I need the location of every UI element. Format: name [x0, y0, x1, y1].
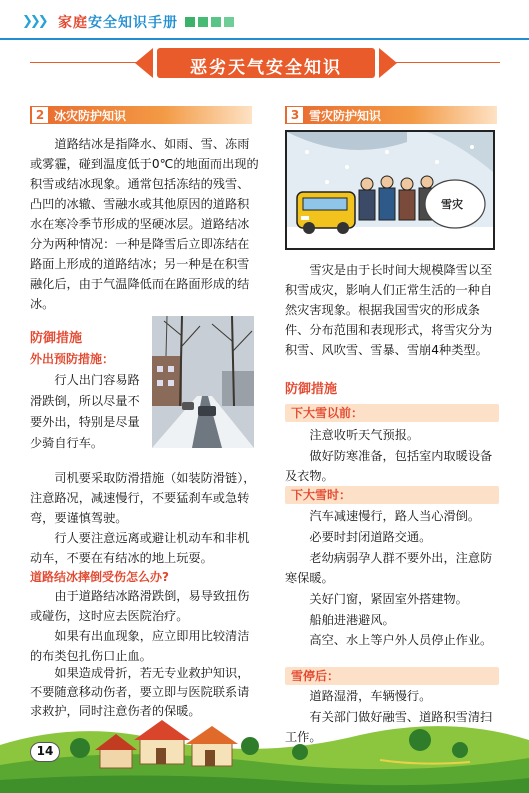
- snow-disaster-icon: [287, 132, 493, 248]
- header-square-icon: [224, 17, 234, 27]
- section-number: 3: [287, 107, 303, 123]
- banner-rule-left: [30, 62, 138, 63]
- manual-title: 家庭安全知识手册: [58, 15, 178, 31]
- snow-intro: 雪灾是由于长时间大规模降雪以至积雪成灾，影响人们正常生活的一种自然灾害现象。根据我国雪灾的形成条件、分布范围和表现形式，将雪灾分为积雪、风吹雪、雪暴、雪崩4种类型。: [285, 263, 493, 357]
- injury-text-3: 如果造成骨折，若无专业救护知识，不要随意移动伤者，要立即与医院联系请求救护，同时注意伤者的保暖。: [30, 666, 250, 718]
- section-bar-snow: [285, 106, 497, 124]
- after-snow-heading: 雪停后：: [285, 667, 499, 685]
- during-snow-heading: 下大雪时：: [285, 486, 499, 504]
- during-snow-item: 船舶进港避风。: [309, 613, 395, 627]
- icy-street-photo: [152, 316, 254, 448]
- outing-heading: 外出预防措施：: [30, 352, 115, 366]
- snow-disaster-label: 雪灾: [441, 198, 463, 211]
- page-header: [0, 0, 529, 42]
- before-snow-item: 注意收听天气预报。: [309, 428, 420, 442]
- chevrons-icon: ❯❯❯: [22, 14, 46, 29]
- header-square-icon: [211, 17, 221, 27]
- injury-text-2: 如果有出血现象，应立即用比较清洁的布类包扎伤口止血。: [30, 629, 250, 663]
- header-square-icon: [198, 17, 208, 27]
- defense-heading-left: 防御措施: [30, 331, 83, 346]
- page-number: 14: [30, 742, 60, 762]
- during-snow-item: 汽车减速慢行，路人当心滑倒。: [309, 509, 481, 523]
- chapter-title: 恶劣天气安全知识: [190, 58, 342, 78]
- section-number: 2: [32, 107, 48, 123]
- header-rule: [0, 38, 529, 40]
- section-title: 雪灾防护知识: [309, 109, 382, 123]
- header-square-icon: [185, 17, 195, 27]
- pedestrian-text: 行人要注意远离或避让机动车和非机动车，不要在有结冰的地上玩耍。: [30, 531, 250, 565]
- footer-landscape: [0, 690, 529, 793]
- after-snow-item: 道路湿滑，车辆慢行。: [309, 689, 432, 703]
- during-snow-item: 关好门窗，紧固室外搭建物。: [309, 592, 468, 606]
- defense-heading-right: 防御措施: [285, 382, 338, 397]
- during-snow-item: 高空、水上等户外人员停止作业。: [309, 633, 493, 647]
- outing-text: 行人出门容易路滑跌倒，所以尽量不要外出，特别是尽量少骑自行车。: [30, 373, 140, 450]
- during-snow-item: 老幼病弱孕人群不要外出，注意防寒保暖。: [285, 551, 493, 585]
- banner-rule-right: [395, 62, 500, 63]
- before-snow-item: 做好防寒准备，包括室内取暖设备及衣物。: [285, 449, 493, 483]
- snow-disaster-illustration: [285, 130, 495, 250]
- section-bar-ice: [30, 106, 252, 124]
- during-snow-item: 必要时封闭道路交通。: [309, 530, 432, 544]
- section-title: 冰灾防护知识: [54, 109, 127, 123]
- after-snow-item: 有关部门做好融雪、道路积雪清扫工作。: [285, 710, 493, 744]
- icy-street-icon: [152, 316, 254, 448]
- ice-intro: 道路结冰是指降水、如雨、雪、冻雨或雾霾，碰到温度低于0℃的地面而出现的积雪或结冰现象。通常包括冻结的残雪、凸凹的冰辙、雪融水或其他原因的道路积水在寒冷季节形成的坚硬冰层。道路结冰分为两种情况：一种是降雪后立即冻结在路面上形成的道路结冰；另一种是在积雪融化后，由于气温降低而在路面形成的结冰。: [30, 137, 259, 311]
- before-snow-heading: 下大雪以前：: [285, 404, 499, 422]
- village-landscape-icon: [0, 690, 529, 793]
- injury-text-1: 由于道路结冰路滑跌倒，易导致扭伤或碰伤，这时应去医院治疗。: [30, 589, 250, 623]
- driver-text: 司机要采取防滑措施（如装防滑链），注意路况，减速慢行，不要猛刹车或急转弯，要谨慎驾驶。: [30, 471, 256, 525]
- injury-heading: 道路结冰摔倒受伤怎么办?: [30, 570, 169, 584]
- chapter-banner: [135, 48, 397, 78]
